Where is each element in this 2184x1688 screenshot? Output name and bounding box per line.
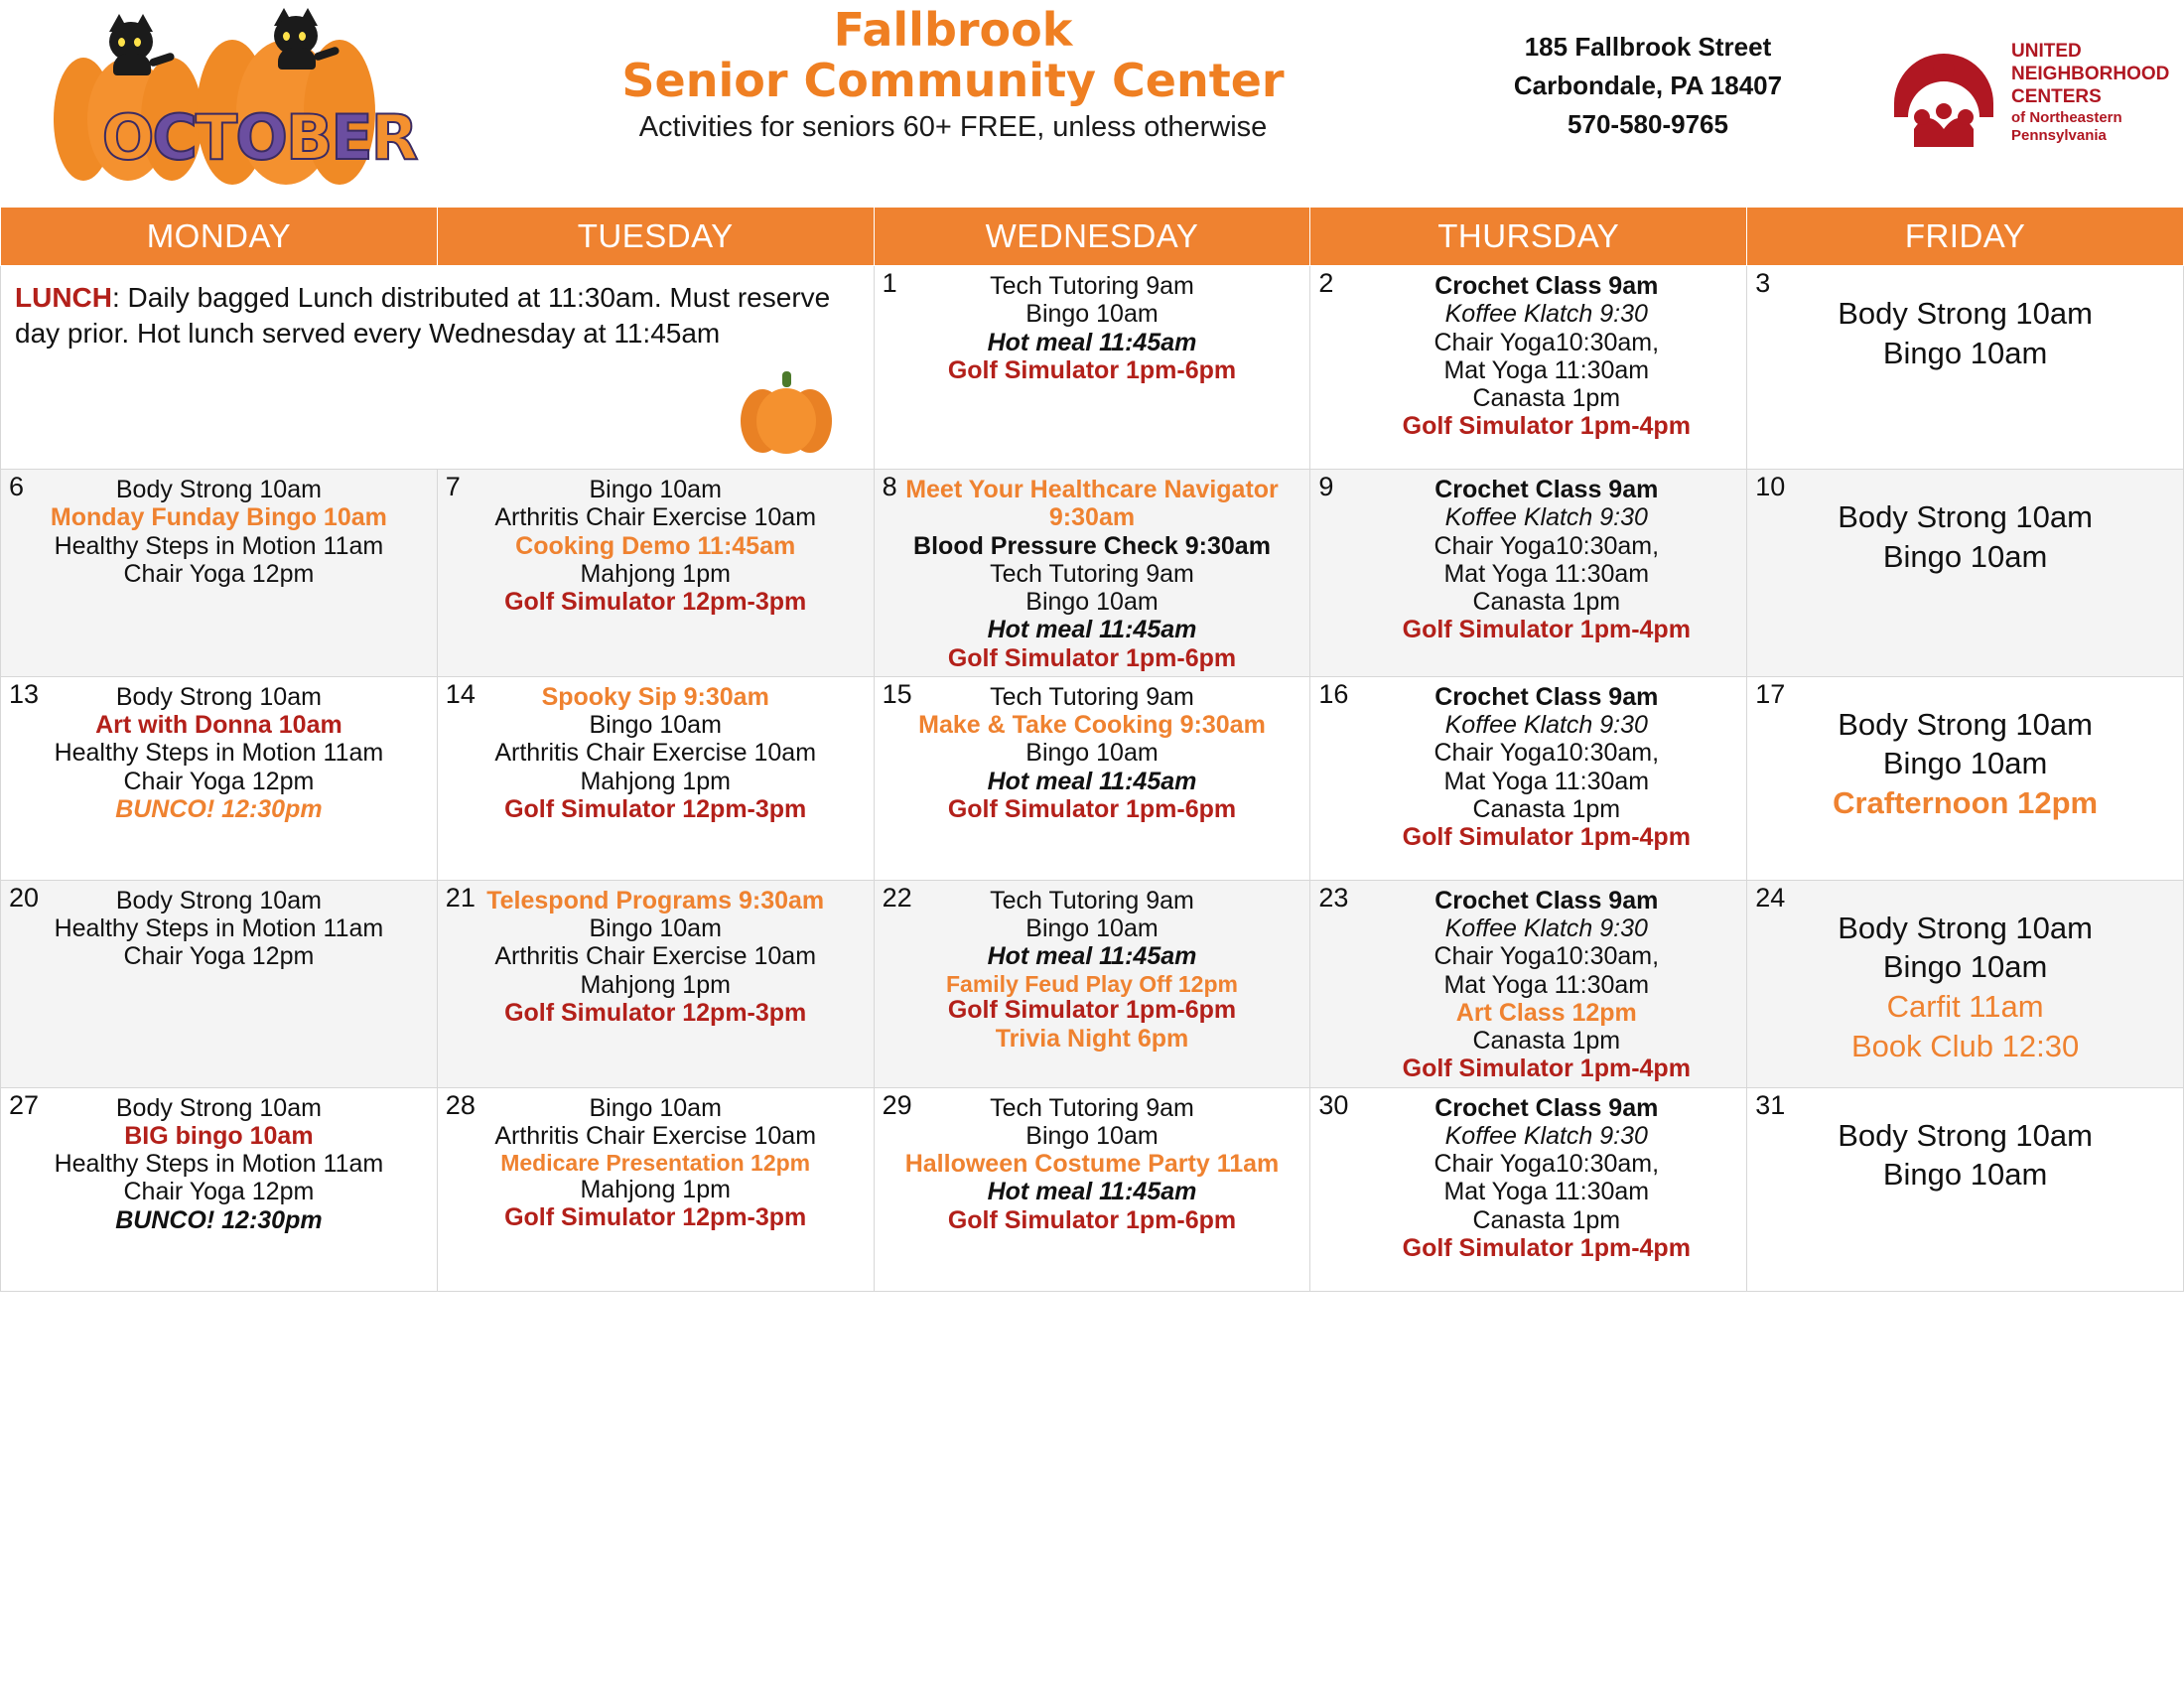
calendar-event: Mahjong 1pm xyxy=(580,1175,731,1203)
calendar-event: Mat Yoga 11:30am xyxy=(1443,559,1650,588)
day-events xyxy=(1747,470,2183,580)
calendar-event: Crochet Class 9am xyxy=(1434,1093,1659,1122)
logo-line-1: UNITED xyxy=(2011,41,2082,62)
calendar-day-cell[interactable] xyxy=(874,1087,1310,1291)
day-number: 15 xyxy=(882,678,912,709)
calendar-day-cell[interactable] xyxy=(1,880,438,1087)
calendar-event: Mat Yoga 11:30am xyxy=(1443,767,1650,795)
title-line-1: Fallbrook xyxy=(833,3,1073,57)
center-title xyxy=(516,3,1390,144)
calendar-event: Golf Simulator 1pm-6pm xyxy=(947,643,1237,672)
calendar-event: Golf Simulator 1pm-4pm xyxy=(1402,823,1691,851)
calendar-day-cell[interactable] xyxy=(1747,470,2184,677)
calendar-event: Healthy Steps in Motion 11am xyxy=(54,1150,384,1178)
calendar-event: Crochet Class 9am xyxy=(1434,272,1659,300)
calendar-day-cell[interactable] xyxy=(1310,266,1747,470)
day-number: 22 xyxy=(882,882,912,913)
calendar-event: Canasta 1pm xyxy=(1472,384,1621,412)
calendar-event: Tech Tutoring 9am xyxy=(990,272,1194,300)
calendar-event: Golf Simulator 1pm-4pm xyxy=(1402,412,1691,441)
calendar-event: Hot meal 11:45am xyxy=(987,616,1197,644)
day-number: 30 xyxy=(1318,1089,1349,1120)
day-number: 28 xyxy=(445,1089,476,1120)
day-number: 1 xyxy=(882,268,897,298)
calendar-event: Arthritis Chair Exercise 10am xyxy=(494,739,817,768)
calendar-event: Golf Simulator 12pm-3pm xyxy=(504,794,807,823)
calendar-event: Healthy Steps in Motion 11am xyxy=(54,914,384,942)
address-block xyxy=(1479,28,1817,144)
calendar-event: Arthritis Chair Exercise 10am xyxy=(494,503,817,532)
day-events xyxy=(438,677,874,827)
lunch-note-cell xyxy=(1,266,875,470)
calendar-event: Cooking Demo 11:45am xyxy=(515,531,796,560)
calendar-event: Koffee Klatch 9:30 xyxy=(1444,914,1648,942)
calendar-event: Bingo 10am xyxy=(1025,914,1159,942)
calendar-event: Art Class 12pm xyxy=(1455,998,1637,1027)
calendar-event: Bingo 10am xyxy=(589,914,722,942)
page-header xyxy=(0,0,2184,207)
day-number: 13 xyxy=(9,678,40,709)
calendar-event: Tech Tutoring 9am xyxy=(990,1093,1194,1122)
calendar-event: Tech Tutoring 9am xyxy=(990,559,1194,588)
calendar-event: Hot meal 11:45am xyxy=(987,328,1197,356)
calendar-event: Golf Simulator 12pm-3pm xyxy=(504,588,807,616)
day-number: 7 xyxy=(445,472,461,501)
calendar-event: Canasta 1pm xyxy=(1472,1205,1621,1234)
calendar-event: Bingo 10am xyxy=(1882,746,2048,781)
calendar-event: Bingo 10am xyxy=(589,1093,722,1122)
calendar-day-cell[interactable] xyxy=(1310,470,1747,677)
calendar-event: Koffee Klatch 9:30 xyxy=(1444,503,1648,532)
calendar-day-cell[interactable] xyxy=(1747,676,2184,880)
calendar-event: Golf Simulator 1pm-4pm xyxy=(1402,616,1691,644)
calendar-event: Bingo 10am xyxy=(1882,1157,2048,1193)
day-events xyxy=(1747,266,2183,376)
calendar-event: Crochet Class 9am xyxy=(1434,886,1659,914)
calendar-event: Carfit 11am xyxy=(1886,989,2044,1025)
calendar-day-cell[interactable] xyxy=(1310,1087,1747,1291)
calendar-week-row xyxy=(1,1087,2184,1291)
calendar-day-cell[interactable] xyxy=(874,470,1310,677)
calendar-event: Body Strong 10am xyxy=(1838,296,2093,331)
day-events xyxy=(1747,677,2183,827)
day-number: 6 xyxy=(9,472,25,501)
day-events xyxy=(875,1088,1310,1238)
calendar-event: Chair Yoga 12pm xyxy=(123,767,315,795)
october-pumpkin-artwork xyxy=(40,6,467,201)
calendar-event: Make & Take Cooking 9:30am xyxy=(918,711,1266,739)
day-number: 24 xyxy=(1755,882,1786,913)
day-number: 10 xyxy=(1755,472,1786,501)
monthly-calendar xyxy=(0,207,2184,1292)
calendar-event: Golf Simulator 1pm-6pm xyxy=(947,1205,1237,1234)
day-events xyxy=(875,470,1310,676)
unc-logo-icon xyxy=(1884,34,2003,155)
calendar-event: Body Strong 10am xyxy=(115,682,322,711)
calendar-event: Mahjong 1pm xyxy=(580,970,731,999)
weekday-header-row xyxy=(1,208,2184,266)
calendar-week-row xyxy=(1,470,2184,677)
calendar-day-cell[interactable] xyxy=(1747,266,2184,470)
weekday-header-monday: MONDAY xyxy=(1,208,438,266)
logo-line-2: NEIGHBORHOOD xyxy=(2011,64,2170,85)
calendar-event: Golf Simulator 12pm-3pm xyxy=(504,998,807,1027)
black-cat-icon xyxy=(101,12,161,75)
calendar-event: Book Club 12:30 xyxy=(1850,1028,2080,1063)
calendar-event: Tech Tutoring 9am xyxy=(990,682,1194,711)
address-line-1: 185 Fallbrook Street xyxy=(1524,32,1772,62)
calendar-day-cell[interactable] xyxy=(874,266,1310,470)
logo-line-4: of Northeastern xyxy=(2011,108,2122,126)
calendar-week-row xyxy=(1,266,2184,470)
calendar-event: Crafternoon 12pm xyxy=(1833,785,2099,821)
calendar-event: Mat Yoga 11:30am xyxy=(1443,970,1650,999)
logo-line-3: CENTERS xyxy=(2011,86,2102,108)
day-number: 3 xyxy=(1755,268,1771,298)
organization-logo xyxy=(1884,26,2170,175)
calendar-event: Golf Simulator 1pm-4pm xyxy=(1402,1055,1691,1083)
calendar-event: Mat Yoga 11:30am xyxy=(1443,355,1650,384)
day-number: 27 xyxy=(9,1089,40,1120)
day-number: 23 xyxy=(1318,882,1349,913)
calendar-event: Golf Simulator 1pm-6pm xyxy=(947,794,1237,823)
calendar-event: Bingo 10am xyxy=(1025,739,1159,768)
subtitle: Activities for seniors 60+ FREE, unless otherwise xyxy=(638,111,1268,144)
calendar-event: Spooky Sip 9:30am xyxy=(541,682,769,711)
calendar-day-cell[interactable] xyxy=(874,676,1310,880)
day-number: 20 xyxy=(9,882,40,913)
weekday-header-wednesday: WEDNESDAY xyxy=(874,208,1310,266)
calendar-event: Body Strong 10am xyxy=(1838,1117,2093,1153)
calendar-event: Crochet Class 9am xyxy=(1434,682,1659,711)
calendar-event: BUNCO! 12:30pm xyxy=(115,794,323,823)
calendar-event: Chair Yoga10:30am, xyxy=(1433,739,1660,768)
calendar-event: Golf Simulator 12pm-3pm xyxy=(504,1203,807,1232)
calendar-event: Arthritis Chair Exercise 10am xyxy=(494,1121,817,1150)
calendar-event: Hot meal 11:45am xyxy=(987,767,1197,795)
calendar-event: Mahjong 1pm xyxy=(580,559,731,588)
calendar-event: Bingo 10am xyxy=(1025,300,1159,329)
calendar-event: Mat Yoga 11:30am xyxy=(1443,1178,1650,1206)
weekday-header-friday: FRIDAY xyxy=(1747,208,2184,266)
day-number: 16 xyxy=(1318,678,1349,709)
title-line-2: Senior Community Center xyxy=(621,53,1285,107)
month-word-art: OCTOBER xyxy=(101,101,417,174)
calendar-day-cell[interactable] xyxy=(1310,676,1747,880)
day-number: 2 xyxy=(1318,268,1334,298)
day-events xyxy=(1,470,437,592)
day-events xyxy=(1,1088,437,1238)
calendar-event: Chair Yoga10:30am, xyxy=(1433,942,1660,971)
calendar-day-cell[interactable] xyxy=(437,470,874,677)
calendar-event: Hot meal 11:45am xyxy=(987,1178,1197,1206)
calendar-event: Blood Pressure Check 9:30am xyxy=(913,531,1271,560)
calendar-event: Canasta 1pm xyxy=(1472,794,1621,823)
calendar-day-cell[interactable] xyxy=(1,676,438,880)
day-number: 9 xyxy=(1318,472,1334,501)
calendar-day-cell[interactable] xyxy=(1310,880,1747,1087)
calendar-event: Meet Your Healthcare Navigator 9:30am xyxy=(905,476,1279,532)
calendar-event: Hot meal 11:45am xyxy=(987,942,1197,971)
calendar-event: Koffee Klatch 9:30 xyxy=(1444,300,1648,329)
calendar-day-cell[interactable] xyxy=(437,1087,874,1291)
calendar-event: Art with Donna 10am xyxy=(95,711,342,739)
calendar-day-cell[interactable] xyxy=(437,676,874,880)
calendar-event: Mahjong 1pm xyxy=(580,767,731,795)
calendar-event: Chair Yoga 12pm xyxy=(123,942,315,971)
day-number: 8 xyxy=(882,472,897,501)
calendar-event: Koffee Klatch 9:30 xyxy=(1444,711,1648,739)
calendar-event: Koffee Klatch 9:30 xyxy=(1444,1121,1648,1150)
day-number: 14 xyxy=(445,678,476,709)
calendar-event: Bingo 10am xyxy=(1025,1121,1159,1150)
calendar-event: Bingo 10am xyxy=(1025,588,1159,616)
calendar-day-cell[interactable] xyxy=(437,880,874,1087)
black-cat-icon xyxy=(266,6,326,70)
calendar-event: Canasta 1pm xyxy=(1472,1027,1621,1055)
calendar-event: Golf Simulator 1pm-6pm xyxy=(947,996,1237,1025)
day-events xyxy=(875,881,1310,1056)
day-events xyxy=(1310,1088,1746,1267)
calendar-event: Tech Tutoring 9am xyxy=(990,886,1194,914)
calendar-event: Medicare Presentation 12pm xyxy=(500,1150,811,1176)
day-events xyxy=(1,677,437,827)
logo-line-5: Pennsylvania xyxy=(2011,126,2107,144)
calendar-day-cell[interactable] xyxy=(1747,880,2184,1087)
day-number: 17 xyxy=(1755,678,1786,709)
calendar-event: Telespond Programs 9:30am xyxy=(486,886,825,914)
calendar-event: Bingo 10am xyxy=(1882,335,2048,370)
lunch-note-text: LUNCH: Daily bagged Lunch distributed at 11:30am. Must reserve day prior. Hot lunch served every Wednesday at 11:45am xyxy=(15,282,831,350)
calendar-event: Bingo 10am xyxy=(1882,538,2048,574)
calendar-week-row xyxy=(1,880,2184,1087)
calendar-event: Healthy Steps in Motion 11am xyxy=(54,739,384,768)
day-events xyxy=(1310,881,1746,1087)
calendar-event: Golf Simulator 1pm-6pm xyxy=(947,355,1237,384)
calendar-event: BUNCO! 12:30pm xyxy=(115,1205,323,1234)
calendar-event: Family Feud Play Off 12pm xyxy=(946,970,1238,997)
pumpkin-icon xyxy=(739,371,834,455)
calendar-event: Body Strong 10am xyxy=(1838,706,2093,742)
logo-wordmark xyxy=(2011,40,2170,145)
calendar-event: Arthritis Chair Exercise 10am xyxy=(494,942,817,971)
calendar-event: Body Strong 10am xyxy=(1838,499,2093,534)
calendar-event: Chair Yoga 12pm xyxy=(123,559,315,588)
calendar-event: Body Strong 10am xyxy=(1838,910,2093,945)
calendar-event: Chair Yoga10:30am, xyxy=(1433,1150,1660,1178)
day-number: 21 xyxy=(445,882,476,913)
calendar-day-cell[interactable] xyxy=(1,470,438,677)
lunch-keyword: LUNCH xyxy=(15,282,112,313)
day-events xyxy=(875,677,1310,827)
calendar-event: Chair Yoga10:30am, xyxy=(1433,531,1660,560)
day-events xyxy=(875,266,1310,388)
day-events xyxy=(1310,266,1746,445)
day-events xyxy=(1310,470,1746,648)
calendar-event: BIG bingo 10am xyxy=(124,1121,314,1150)
day-number: 31 xyxy=(1755,1089,1786,1120)
calendar-week-row xyxy=(1,676,2184,880)
calendar-event: Bingo 10am xyxy=(589,711,722,739)
calendar-day-cell[interactable] xyxy=(1747,1087,2184,1291)
calendar-event: Healthy Steps in Motion 11am xyxy=(54,531,384,560)
calendar-event: Bingo 10am xyxy=(1882,949,2048,985)
day-number: 29 xyxy=(882,1089,912,1120)
phone-number: 570-580-9765 xyxy=(1568,109,1728,139)
calendar-event: Halloween Costume Party 11am xyxy=(904,1150,1280,1178)
day-events xyxy=(438,1088,874,1236)
calendar-event: Crochet Class 9am xyxy=(1434,476,1659,503)
day-events xyxy=(438,881,874,1031)
calendar-event: Body Strong 10am xyxy=(115,476,322,503)
day-events xyxy=(1747,1088,2183,1198)
calendar-event: Golf Simulator 1pm-4pm xyxy=(1402,1233,1691,1262)
calendar-event: Trivia Night 6pm xyxy=(995,1024,1189,1053)
calendar-event: Bingo 10am xyxy=(589,476,722,503)
calendar-event: Monday Funday Bingo 10am xyxy=(50,503,387,532)
calendar-event: Chair Yoga10:30am, xyxy=(1433,328,1660,356)
day-events xyxy=(1,881,437,975)
weekday-header-tuesday: TUESDAY xyxy=(437,208,874,266)
address-line-2: Carbondale, PA 18407 xyxy=(1513,70,1783,100)
day-events xyxy=(1747,881,2183,1070)
calendar-event: Body Strong 10am xyxy=(115,1093,322,1122)
day-events xyxy=(438,470,874,620)
weekday-header-thursday: THURSDAY xyxy=(1310,208,1747,266)
day-events xyxy=(1310,677,1746,856)
calendar-event: Canasta 1pm xyxy=(1472,588,1621,616)
calendar-event: Chair Yoga 12pm xyxy=(123,1178,315,1206)
calendar-event: Body Strong 10am xyxy=(115,886,322,914)
calendar-day-cell[interactable] xyxy=(1,1087,438,1291)
calendar-day-cell[interactable] xyxy=(874,880,1310,1087)
